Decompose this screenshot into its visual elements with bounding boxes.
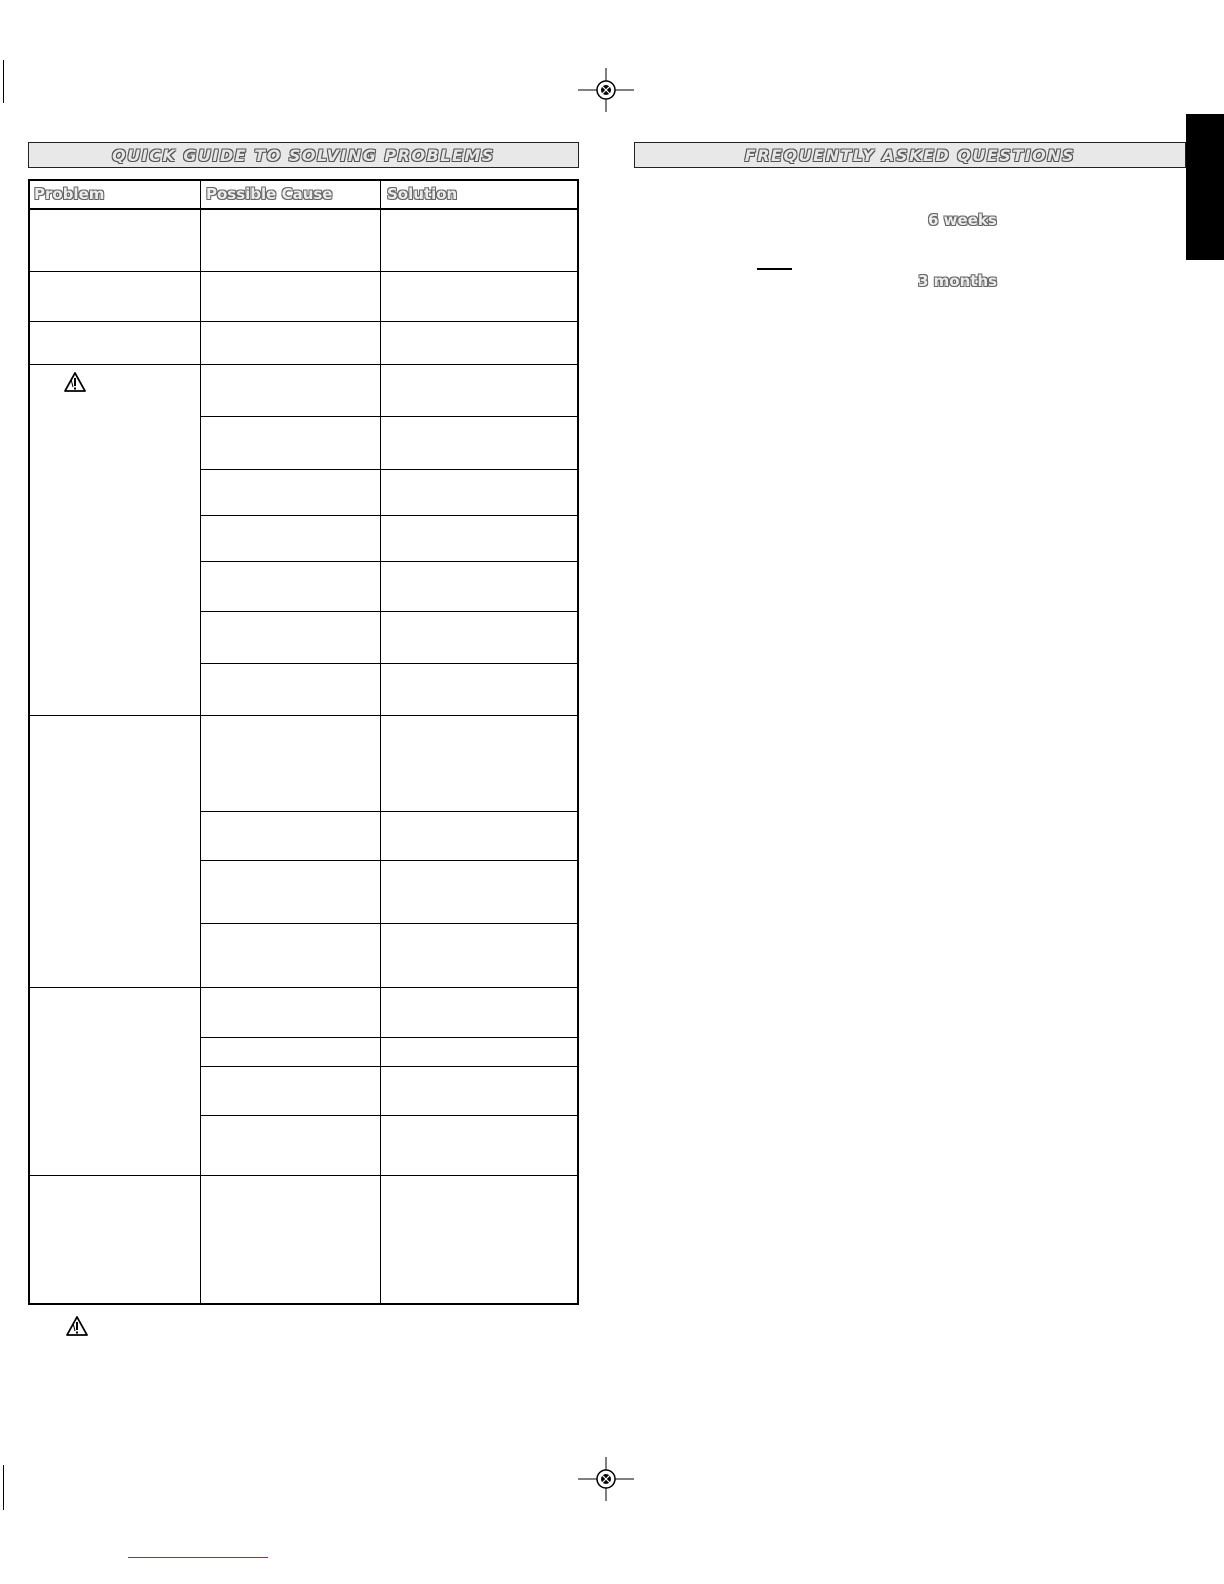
faq-underline xyxy=(757,268,792,270)
registration-mark-icon xyxy=(578,1457,634,1501)
warning-triangle-icon xyxy=(64,372,86,392)
link-underline xyxy=(128,1557,268,1558)
troubleshooting-header xyxy=(28,142,579,168)
header-row-divider xyxy=(30,208,577,210)
row-divider xyxy=(30,364,577,365)
warning-triangle-icon xyxy=(66,1316,88,1336)
troubleshooting-title: QUICK GUIDE TO SOLVING PROBLEMS xyxy=(112,145,495,165)
faq-duration-weeks: 6 weeks xyxy=(928,211,997,229)
faq-header xyxy=(634,142,1186,168)
section-tab xyxy=(1186,114,1224,260)
row-divider xyxy=(30,715,577,716)
column-header-cause: Possible Cause xyxy=(206,185,333,203)
row-divider xyxy=(30,1175,577,1176)
sub-row-divider xyxy=(200,1115,577,1116)
troubleshooting-table xyxy=(28,179,579,1305)
crop-mark-bottom-left xyxy=(3,1465,4,1510)
sub-row-divider xyxy=(200,515,577,516)
row-divider xyxy=(30,321,577,322)
column-divider xyxy=(380,181,381,1303)
sub-row-divider xyxy=(200,416,577,417)
row-divider xyxy=(30,987,577,988)
sub-row-divider xyxy=(200,860,577,861)
sub-row-divider xyxy=(200,1066,577,1067)
sub-row-divider xyxy=(200,663,577,664)
faq-duration-months: 3 months xyxy=(918,272,998,290)
column-header-problem: Problem xyxy=(34,185,105,203)
registration-mark-icon xyxy=(578,68,634,112)
column-divider xyxy=(200,181,201,1303)
column-header-solution: Solution xyxy=(387,185,458,203)
sub-row-divider xyxy=(200,561,577,562)
sub-row-divider xyxy=(200,1037,577,1038)
sub-row-divider xyxy=(200,923,577,924)
faq-title: FREQUENTLY ASKED QUESTIONS xyxy=(744,145,1076,165)
crop-mark-top-left xyxy=(3,60,4,103)
row-divider xyxy=(30,271,577,272)
sub-row-divider xyxy=(200,611,577,612)
sub-row-divider xyxy=(200,811,577,812)
sub-row-divider xyxy=(200,469,577,470)
